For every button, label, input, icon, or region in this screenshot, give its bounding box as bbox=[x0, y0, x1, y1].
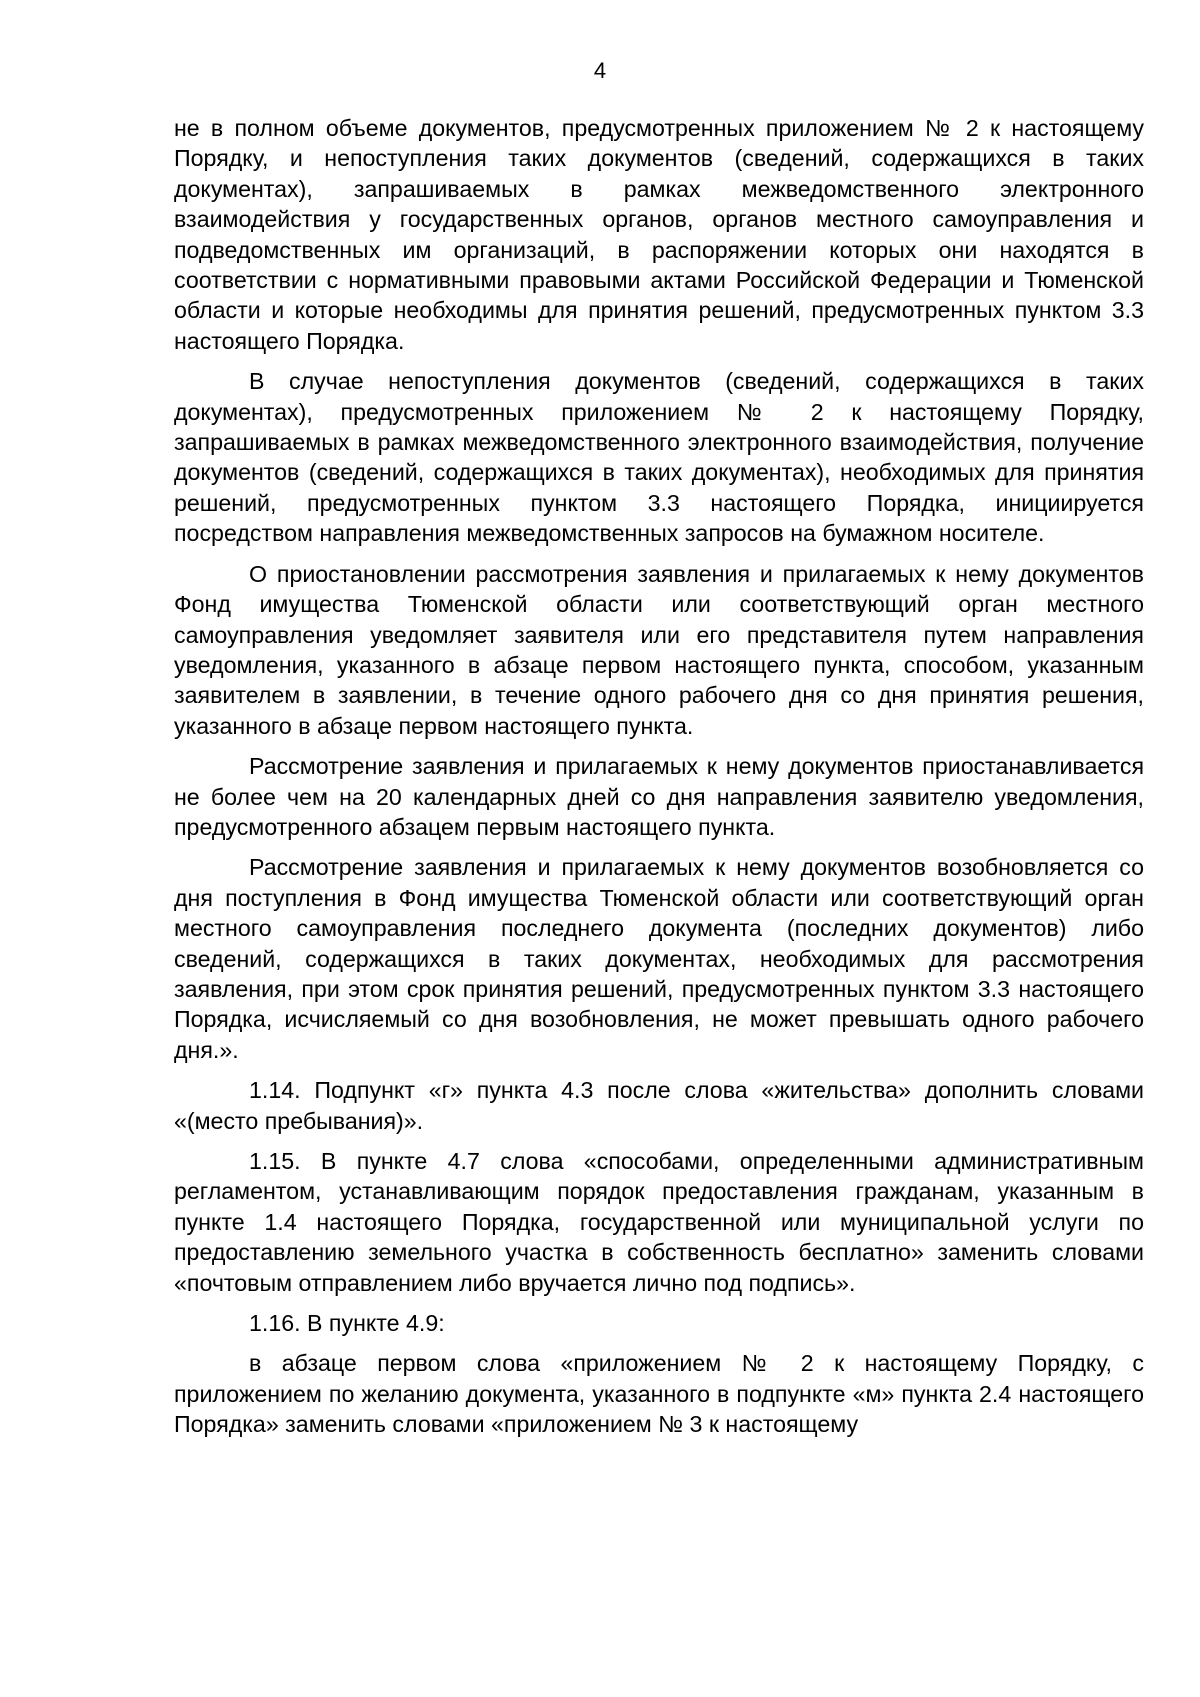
paragraph-3: О приостановлении рассмотрения заявления и прилагаемых к нему документов Фонд имущества Тюменской области или соответствующий орган местного самоуправления уведомляет заявителя или его представителя путем направления уведомления, указанного в абзаце первом настоящего пункта, способом, указанным заявителем в заявлении, в течение одного рабочего дня со дня принятия решения, указанного в абзаце первом настоящего пункта. bbox=[174, 560, 1144, 739]
paragraph-5: Рассмотрение заявления и прилагаемых к нему документов возобновляется со дня поступления в Фонд имущества Тюменской области или соответствующий орган местного самоуправления последнего документа (последних документов) либо сведений, содержащихся в таких документах, необходимых для рассмотрения заявления, при этом срок принятия решений, предусмотренных пунктом 3.3 настоящего Порядка, исчисляемый со дня возобновления, не может превышать одного рабочего дня.». bbox=[174, 854, 1144, 1063]
document-body bbox=[174, 113, 1144, 1450]
paragraph-1-16: 1.16. В пункте 4.9: bbox=[249, 1310, 445, 1337]
paragraph-1-16-first-abzac: в абзаце первом слова «приложением № 2 к настоящему Порядку, с приложением по желанию документа, указанного в подпункте «м» пункта 2.4 настоящего Порядка» заменить словами «приложением № 3 к настоящему bbox=[174, 1350, 1144, 1438]
paragraph-1: не в полном объеме документов, предусмотренных приложением № 2 к настоящему Порядку, и непоступления таких документов (сведений, содержащихся в таких документах), запрашиваемых в рамках межведомственного электронного взаимодействия у государственных органов, органов местного самоуправления и подведомственных им организаций, в распоряжении которых они находятся в соответствии с нормативными правовыми актами Российской Федерации и Тюменской области и которые необходимы для принятия решений, предусмотренных пунктом 3.3 настоящего Порядка. bbox=[174, 115, 1144, 354]
paragraph-4: Рассмотрение заявления и прилагаемых к нему документов приостанавливается не более чем на 20 календарных дней со дня направления заявителю уведомления, предусмотренного абзацем первым настоящего пункта. bbox=[174, 753, 1144, 840]
paragraph-2: В случае непоступления документов (сведений, содержащихся в таких документах), предусмотренных приложением № 2 к настоящему Порядку, запрашиваемых в рамках межведомственного электронного взаимодействия, получение документов (сведений, содержащихся в таких документах), необходимых для принятия решений, предусмотренных пунктом 3.3 настоящего Порядка, инициируется посредством направления межведомственных запросов на бумажном носителе. bbox=[174, 368, 1144, 547]
paragraph-1-14: 1.14. Подпункт «г» пункта 4.3 после слова «жительства» дополнить словами «(место пребывания)». bbox=[174, 1077, 1144, 1134]
paragraph-1-15: 1.15. В пункте 4.7 слова «способами, определенными административным регламентом, устанавливающим порядок предоставления гражданам, указанным в пункте 1.4 настоящего Порядка, государственной или муниципальной услуги по предоставлению земельного участка в собственность бесплатно» заменить словами «почтовым отправлением либо вручается лично под подпись». bbox=[174, 1148, 1144, 1296]
page-number: 4 bbox=[593, 58, 607, 83]
